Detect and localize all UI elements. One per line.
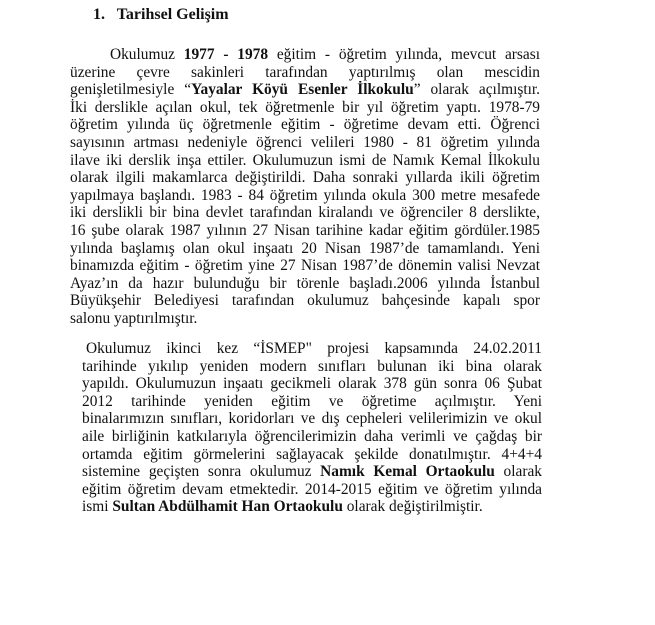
text-line: yılında başlamış olan okul inşaatı 20 Nisan 1987’de tamamlandı. Yeni <box>70 239 540 257</box>
text-line: binamızda eğitim - öğretim yine 27 Nisan 1987’de dönemin valisi Nevzat <box>70 257 540 275</box>
text-line: tarihinde yıkılıp yeniden modern sınıfları bulunan iki bina olarak <box>82 357 542 375</box>
school-name-emphasis: Namık Kemal Ortaokulu <box>320 463 495 481</box>
text-line: Okulumuz 1977 - 1978 eğitim - öğretim yılında, mevcut arsası <box>110 46 540 63</box>
text-line: Okulumuz ikinci kez “İSMEP" projesi kapsamında 24.02.2011 <box>86 340 542 357</box>
text-line: salonu yaptırılmıştır. <box>70 309 198 327</box>
text-line: 2012 tarihinde yeniden eğitim ve öğretime açılmıştır. Yeni <box>82 392 542 410</box>
text-line: binalarımızın sınıfları, koridorları ve dış cepheleri velilerimizin ve okul <box>82 410 542 428</box>
text-line: genişletilmesiyle “Yayalar Köyü Esenler İlkokulu” olarak açılmıştır. <box>70 81 540 99</box>
text-line: eğitim öğretim devam etmektedir. 2014-2015 eğitim ve öğretim yılında <box>82 480 542 498</box>
section-number: 1. <box>93 6 105 23</box>
text-line: Ayaz’ın da hazır bulunduğu bir törenle başladı.2006 yılında İstanbul <box>70 274 540 292</box>
years-emphasis: 1977 - 1978 <box>183 46 269 63</box>
text-line: İki derslikle açılan okul, tek öğretmenle bir yıl öğretim yaptı. 1978-79 <box>70 98 540 116</box>
text-line: yapıldı. Okulumuzun inşaatı gecikmeli olarak 378 gün sonra 06 Şubat <box>82 375 542 393</box>
text-line: ilave iki derslik inşa ettiler. Okulumuzun ismi de Namık Kemal İlkokulu <box>70 151 540 169</box>
text-line: yapılmaya başlandı. 1983 - 84 öğretim yılında okula 300 metre mesafede <box>70 186 540 204</box>
text-line: üzerine çevre sakinleri tarafından yaptırılmış olan mescidin <box>70 63 540 81</box>
history-paragraph-2 <box>82 340 542 516</box>
text-line: sayısının artması nedeniyle öğrenci velileri 1980 - 81 öğretim yılında <box>70 133 540 151</box>
text-line: Büyükşehir Belediyesi tarafından okulumuz bahçesinde kapalı spor <box>70 292 540 310</box>
school-name-emphasis: Yayalar Köyü Esenler İlkokulu <box>191 81 414 99</box>
section-heading <box>93 5 229 25</box>
text-line: olarak ilgili makamlarca değiştirildi. Daha sonraki yıllarda ikili öğretim <box>70 169 540 187</box>
text-line: öğretim yılında üç öğretmenle eğitim - öğretime devam etti. Öğrenci <box>70 116 540 134</box>
text-line: ismi Sultan Abdülhamit Han Ortaokulu olarak değiştirilmiştir. <box>82 498 483 516</box>
text-line: aile birliğinin katkılarıyla öğrencilerimizin daha verimli ve çağdaş bir <box>82 427 542 445</box>
text-line: 16 şube olarak 1987 yılının 27 Nisan tarihine kadar eğitim gördüler.1985 <box>70 221 540 239</box>
text-line: ortamda eğitim görmelerini sağlayacak şekilde donatılmıştır. 4+4+4 <box>82 445 542 463</box>
text-line: sistemine geçişten sonra okulumuz Namık Kemal Ortaokulu olarak <box>82 463 542 481</box>
text-line: iki derslikli bir bina devlet tarafından kiralandı ve öğrenciler 8 derslikte, <box>70 204 540 222</box>
section-title: Tarihsel Gelişim <box>116 6 229 23</box>
history-paragraph-1 <box>70 46 540 328</box>
school-name-emphasis: Sultan Abdülhamit Han Ortaokulu <box>112 498 343 516</box>
